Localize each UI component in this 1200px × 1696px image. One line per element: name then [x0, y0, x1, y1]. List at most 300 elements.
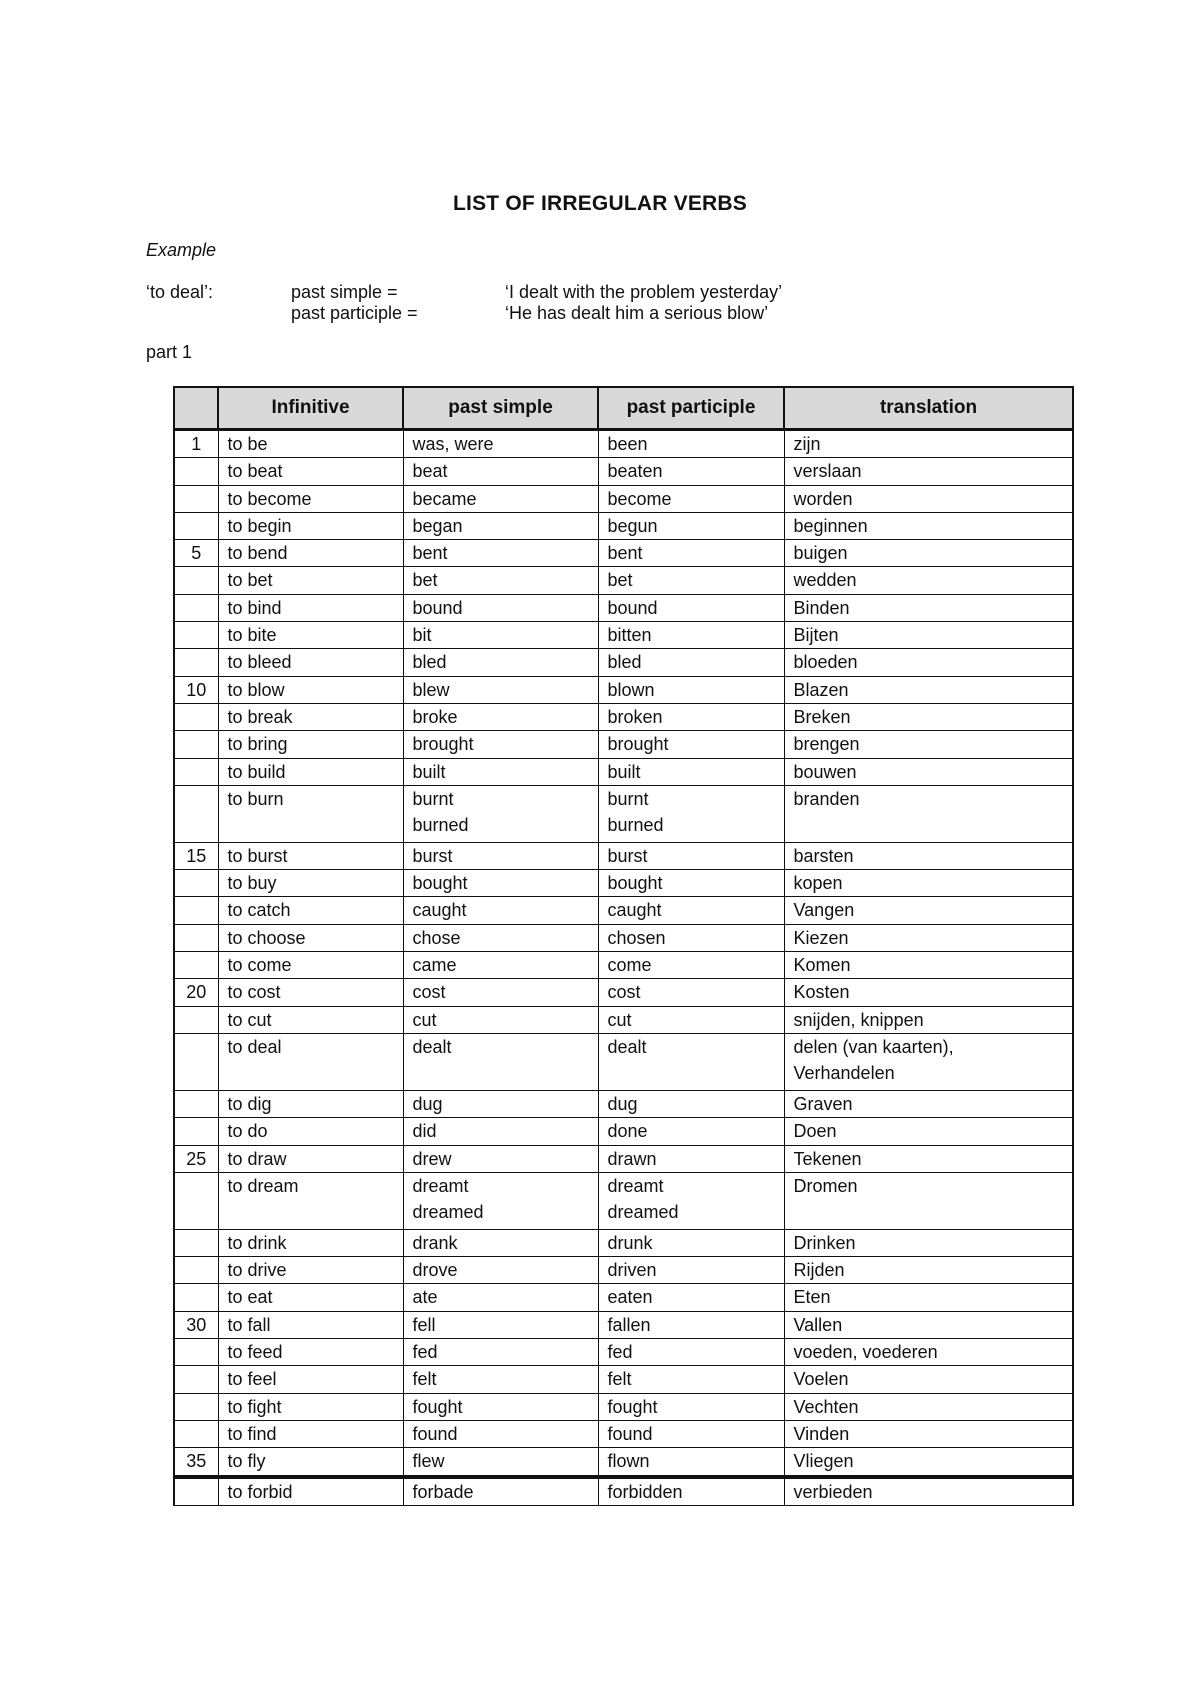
past-simple-cell — [403, 924, 598, 951]
translation-cell — [784, 649, 1073, 676]
past-participle-line: dealt — [607, 1036, 647, 1057]
table-row — [174, 1477, 1073, 1506]
table-row — [174, 897, 1073, 924]
part-label: part 1 — [146, 342, 193, 362]
past-participle-cell — [598, 1393, 784, 1420]
header-past-simple: past simple — [403, 387, 598, 430]
translation-cell — [784, 1229, 1073, 1256]
translation-line: Voelen — [793, 1369, 849, 1390]
past-simple-cell — [403, 485, 598, 512]
past-participle-line: felt — [607, 1369, 632, 1390]
translation-cell — [784, 1118, 1073, 1145]
table-row — [174, 1006, 1073, 1033]
past-simple-line: cost — [412, 982, 446, 1003]
table-row — [174, 1118, 1073, 1145]
row-number: 30 — [174, 1311, 218, 1338]
past-simple-cell — [403, 731, 598, 758]
row-number — [174, 758, 218, 785]
past-participle-line: dreamed — [607, 1201, 679, 1222]
past-participle-cell — [598, 458, 784, 485]
past-simple-line: broke — [412, 706, 458, 727]
translation-cell — [784, 1339, 1073, 1366]
table-row — [174, 622, 1073, 649]
past-simple-cell — [403, 430, 598, 458]
infinitive-cell: to break — [218, 703, 403, 730]
past-simple-line: drew — [412, 1148, 452, 1169]
past-simple-cell — [403, 703, 598, 730]
translation-cell — [784, 567, 1073, 594]
past-simple-line: caught — [412, 900, 467, 921]
row-number — [174, 897, 218, 924]
row-number: 35 — [174, 1448, 218, 1477]
table-row — [174, 1420, 1073, 1447]
past-simple-line: burned — [412, 814, 469, 835]
translation-line: wedden — [793, 570, 857, 591]
table-row — [174, 649, 1073, 676]
past-participle-line: eaten — [607, 1287, 653, 1308]
table-row — [174, 842, 1073, 869]
past-participle-line: built — [607, 761, 641, 782]
row-number — [174, 1006, 218, 1033]
past-participle-cell — [598, 1172, 784, 1229]
row-number: 5 — [174, 540, 218, 567]
past-simple-line: flew — [412, 1451, 445, 1472]
past-simple-line: did — [412, 1121, 437, 1142]
past-simple-cell — [403, 1339, 598, 1366]
past-participle-line: fought — [607, 1396, 658, 1417]
translation-cell — [784, 1006, 1073, 1033]
past-participle-line: burnt — [607, 788, 649, 809]
row-number: 20 — [174, 979, 218, 1006]
past-simple-cell — [403, 458, 598, 485]
row-number — [174, 1118, 218, 1145]
translation-line: Vangen — [793, 900, 855, 921]
row-number — [174, 703, 218, 730]
past-participle-line: come — [607, 955, 652, 976]
row-number — [174, 1172, 218, 1229]
row-number — [174, 731, 218, 758]
past-simple-line: chose — [412, 927, 461, 948]
header-past-participle: past participle — [598, 387, 784, 430]
past-participle-line: bled — [607, 652, 642, 673]
past-participle-line: fed — [607, 1342, 633, 1363]
past-simple-cell — [403, 1477, 598, 1506]
translation-cell — [784, 485, 1073, 512]
table-body — [174, 430, 1073, 1506]
past-participle-line: forbidden — [607, 1481, 683, 1502]
past-simple-line: dreamt — [412, 1175, 469, 1196]
translation-line: Verhandelen — [793, 1062, 895, 1083]
infinitive-cell: to draw — [218, 1145, 403, 1172]
past-participle-line: bought — [607, 873, 663, 894]
infinitive-cell: to bleed — [218, 649, 403, 676]
infinitive-cell: to fall — [218, 1311, 403, 1338]
row-number — [174, 512, 218, 539]
translation-cell — [784, 703, 1073, 730]
past-simple-line: beat — [412, 461, 448, 482]
infinitive-cell: to bring — [218, 731, 403, 758]
past-participle-cell — [598, 1366, 784, 1393]
infinitive-cell: to drive — [218, 1257, 403, 1284]
past-participle-line: chosen — [607, 927, 666, 948]
infinitive-cell: to forbid — [218, 1477, 403, 1506]
past-participle-line: done — [607, 1121, 648, 1142]
row-number — [174, 458, 218, 485]
past-participle-line: broken — [607, 706, 663, 727]
past-simple-line: built — [412, 761, 446, 782]
past-simple-cell — [403, 512, 598, 539]
past-simple-line: began — [412, 515, 463, 536]
table-row — [174, 1172, 1073, 1229]
infinitive-cell: to choose — [218, 924, 403, 951]
past-participle-cell — [598, 567, 784, 594]
example-participle-sentence: ‘He has dealt him a serious blow’ — [505, 303, 769, 323]
infinitive-cell: to beat — [218, 458, 403, 485]
row-number — [174, 1284, 218, 1311]
translation-line: Bijten — [793, 625, 839, 646]
past-simple-cell — [403, 1229, 598, 1256]
past-simple-cell — [403, 897, 598, 924]
past-participle-cell — [598, 842, 784, 869]
past-simple-line: fell — [412, 1314, 436, 1335]
row-number — [174, 485, 218, 512]
past-simple-line: bought — [412, 873, 468, 894]
past-simple-line: bet — [412, 570, 438, 591]
header-translation: translation — [784, 387, 1073, 430]
page-title: LIST OF IRREGULAR VERBS — [453, 192, 747, 215]
infinitive-cell: to blow — [218, 676, 403, 703]
past-participle-line: brought — [607, 734, 669, 755]
past-simple-cell — [403, 758, 598, 785]
past-participle-cell — [598, 979, 784, 1006]
translation-line: verslaan — [793, 461, 862, 482]
past-participle-cell — [598, 731, 784, 758]
past-participle-line: cut — [607, 1009, 632, 1030]
translation-cell — [784, 1090, 1073, 1117]
past-participle-line: driven — [607, 1260, 657, 1281]
translation-cell — [784, 758, 1073, 785]
infinitive-cell: to fight — [218, 1393, 403, 1420]
translation-line: Blazen — [793, 679, 849, 700]
row-number: 1 — [174, 430, 218, 458]
past-simple-cell — [403, 540, 598, 567]
past-participle-cell — [598, 594, 784, 621]
past-simple-cell — [403, 1145, 598, 1172]
infinitive-cell: to bind — [218, 594, 403, 621]
table-row — [174, 924, 1073, 951]
past-simple-cell — [403, 870, 598, 897]
row-number — [174, 1393, 218, 1420]
translation-line: zijn — [793, 434, 821, 454]
translation-line: Rijden — [793, 1260, 845, 1281]
past-simple-cell — [403, 622, 598, 649]
past-simple-line: fought — [412, 1396, 463, 1417]
translation-line: worden — [793, 488, 853, 509]
translation-cell — [784, 897, 1073, 924]
translation-line: bouwen — [793, 761, 857, 782]
past-simple-line: was, were — [412, 434, 494, 454]
table-row — [174, 458, 1073, 485]
past-participle-cell — [598, 540, 784, 567]
translation-line: Vechten — [793, 1396, 859, 1417]
translation-cell — [784, 1284, 1073, 1311]
past-simple-cell — [403, 952, 598, 979]
past-participle-line: fallen — [607, 1314, 651, 1335]
row-number — [174, 1090, 218, 1117]
translation-line: verbieden — [793, 1481, 873, 1502]
translation-cell — [784, 1420, 1073, 1447]
past-participle-line: dreamt — [607, 1175, 664, 1196]
translation-line: barsten — [793, 845, 854, 866]
translation-cell — [784, 512, 1073, 539]
past-simple-cell — [403, 1006, 598, 1033]
past-simple-cell — [403, 594, 598, 621]
infinitive-cell: to cut — [218, 1006, 403, 1033]
past-simple-line: bent — [412, 543, 448, 564]
past-simple-line: became — [412, 488, 477, 509]
table-row — [174, 1311, 1073, 1338]
past-simple-line: dug — [412, 1093, 443, 1114]
translation-cell — [784, 540, 1073, 567]
past-simple-cell — [403, 1420, 598, 1447]
infinitive-cell: to feel — [218, 1366, 403, 1393]
past-participle-cell — [598, 1145, 784, 1172]
irregular-verbs-table — [173, 386, 1074, 1506]
past-participle-cell — [598, 924, 784, 951]
past-simple-cell — [403, 1090, 598, 1117]
table-header-row — [174, 387, 1073, 430]
translation-cell — [784, 676, 1073, 703]
table-row — [174, 785, 1073, 842]
table-row — [174, 979, 1073, 1006]
translation-cell — [784, 1448, 1073, 1477]
table-row — [174, 703, 1073, 730]
past-simple-cell — [403, 1366, 598, 1393]
past-simple-cell — [403, 1172, 598, 1229]
past-participle-cell — [598, 649, 784, 676]
past-simple-cell — [403, 1311, 598, 1338]
past-simple-line: drank — [412, 1232, 458, 1253]
past-simple-line: bled — [412, 652, 447, 673]
past-participle-cell — [598, 758, 784, 785]
infinitive-cell: to dig — [218, 1090, 403, 1117]
past-participle-cell — [598, 512, 784, 539]
past-participle-cell — [598, 1090, 784, 1117]
translation-cell — [784, 979, 1073, 1006]
translation-line: branden — [793, 788, 860, 809]
table-row — [174, 1033, 1073, 1090]
past-participle-line: beaten — [607, 461, 663, 482]
infinitive-cell: to become — [218, 485, 403, 512]
translation-line: Komen — [793, 955, 851, 976]
past-simple-line: burst — [412, 845, 453, 866]
table-row — [174, 731, 1073, 758]
past-simple-cell — [403, 567, 598, 594]
past-participle-cell — [598, 430, 784, 458]
past-participle-cell — [598, 1006, 784, 1033]
past-participle-cell — [598, 1420, 784, 1447]
translation-line: Binden — [793, 597, 850, 618]
past-participle-line: begun — [607, 515, 658, 536]
past-simple-cell — [403, 1448, 598, 1477]
row-number: 15 — [174, 842, 218, 869]
past-participle-line: bitten — [607, 625, 652, 646]
past-participle-line: bet — [607, 570, 633, 591]
past-participle-line: been — [607, 434, 648, 454]
translation-line: Kosten — [793, 982, 850, 1003]
past-simple-line: dealt — [412, 1036, 452, 1057]
table-row — [174, 1257, 1073, 1284]
translation-cell — [784, 1477, 1073, 1506]
example-simple-sentence: ‘I dealt with the problem yesterday’ — [505, 282, 783, 302]
past-simple-line: cut — [412, 1009, 437, 1030]
table-row — [174, 676, 1073, 703]
table-row — [174, 1448, 1073, 1477]
infinitive-cell: to begin — [218, 512, 403, 539]
past-participle-line: dug — [607, 1093, 638, 1114]
infinitive-cell: to catch — [218, 897, 403, 924]
row-number — [174, 1033, 218, 1090]
translation-cell — [784, 924, 1073, 951]
past-participle-cell — [598, 1448, 784, 1477]
past-participle-cell — [598, 622, 784, 649]
infinitive-cell: to burn — [218, 785, 403, 842]
table-row — [174, 870, 1073, 897]
past-participle-line: bound — [607, 597, 658, 618]
translation-cell — [784, 842, 1073, 869]
translation-cell — [784, 622, 1073, 649]
table-row — [174, 512, 1073, 539]
row-number — [174, 785, 218, 842]
past-participle-line: found — [607, 1423, 653, 1444]
past-simple-cell — [403, 649, 598, 676]
translation-cell — [784, 430, 1073, 458]
translation-line: bloeden — [793, 652, 858, 673]
row-number: 25 — [174, 1145, 218, 1172]
translation-cell — [784, 785, 1073, 842]
past-simple-cell — [403, 1257, 598, 1284]
past-participle-cell — [598, 703, 784, 730]
table-row — [174, 1229, 1073, 1256]
table-row — [174, 1284, 1073, 1311]
table-row — [174, 758, 1073, 785]
table-row — [174, 430, 1073, 458]
translation-line: Vallen — [793, 1314, 843, 1335]
row-number — [174, 870, 218, 897]
past-simple-cell — [403, 1118, 598, 1145]
header-number — [174, 387, 218, 430]
infinitive-cell: to buy — [218, 870, 403, 897]
past-participle-cell — [598, 485, 784, 512]
translation-line: Drinken — [793, 1232, 856, 1253]
past-participle-line: flown — [607, 1451, 650, 1472]
infinitive-cell: to drink — [218, 1229, 403, 1256]
past-participle-cell — [598, 785, 784, 842]
translation-line: Doen — [793, 1121, 837, 1142]
table-row — [174, 594, 1073, 621]
past-participle-line: burst — [607, 845, 648, 866]
example-label: Example — [146, 240, 217, 260]
infinitive-cell: to bite — [218, 622, 403, 649]
example-simple-label: past simple = — [291, 282, 398, 302]
translation-cell — [784, 1145, 1073, 1172]
past-simple-line: bit — [412, 625, 432, 646]
table-row — [174, 1393, 1073, 1420]
row-number — [174, 952, 218, 979]
translation-cell — [784, 1257, 1073, 1284]
infinitive-cell: to dream — [218, 1172, 403, 1229]
infinitive-cell: to feed — [218, 1339, 403, 1366]
past-participle-cell — [598, 1229, 784, 1256]
translation-line: Graven — [793, 1093, 853, 1114]
translation-line: snijden, knippen — [793, 1009, 924, 1030]
translation-cell — [784, 1366, 1073, 1393]
past-participle-cell — [598, 870, 784, 897]
past-participle-line: become — [607, 488, 672, 509]
past-participle-line: drawn — [607, 1148, 657, 1169]
past-simple-line: felt — [412, 1369, 437, 1390]
translation-line: kopen — [793, 873, 843, 894]
table-row — [174, 540, 1073, 567]
past-simple-line: came — [412, 955, 457, 976]
past-simple-line: forbade — [412, 1481, 474, 1502]
infinitive-cell: to build — [218, 758, 403, 785]
past-participle-cell — [598, 1118, 784, 1145]
infinitive-cell: to bet — [218, 567, 403, 594]
past-participle-cell — [598, 676, 784, 703]
past-participle-cell — [598, 1477, 784, 1506]
infinitive-cell: to cost — [218, 979, 403, 1006]
past-participle-line: burned — [607, 814, 664, 835]
past-participle-line: cost — [607, 982, 641, 1003]
infinitive-cell: to find — [218, 1420, 403, 1447]
past-simple-cell — [403, 979, 598, 1006]
translation-cell — [784, 870, 1073, 897]
row-number — [174, 567, 218, 594]
infinitive-cell: to deal — [218, 1033, 403, 1090]
past-simple-cell — [403, 1033, 598, 1090]
past-participle-cell — [598, 1257, 784, 1284]
row-number — [174, 1339, 218, 1366]
table-row — [174, 1366, 1073, 1393]
past-simple-cell — [403, 842, 598, 869]
translation-line: delen (van kaarten), — [793, 1036, 954, 1057]
past-simple-cell — [403, 1284, 598, 1311]
past-participle-cell — [598, 1311, 784, 1338]
translation-line: brengen — [793, 734, 860, 755]
past-simple-cell — [403, 676, 598, 703]
past-simple-line: dreamed — [412, 1201, 484, 1222]
example-participle-label: past participle = — [291, 303, 418, 323]
row-number — [174, 1366, 218, 1393]
translation-line: beginnen — [793, 515, 868, 536]
past-participle-line: blown — [607, 679, 655, 700]
past-simple-line: drove — [412, 1260, 458, 1281]
table-row — [174, 1090, 1073, 1117]
infinitive-cell: to do — [218, 1118, 403, 1145]
past-simple-cell — [403, 785, 598, 842]
past-participle-cell — [598, 897, 784, 924]
row-number — [174, 924, 218, 951]
table-row — [174, 485, 1073, 512]
header-infinitive: Infinitive — [218, 387, 403, 430]
table-row — [174, 952, 1073, 979]
past-participle-line: bent — [607, 543, 643, 564]
past-simple-cell — [403, 1393, 598, 1420]
translation-line: Dromen — [793, 1175, 858, 1196]
row-number — [174, 649, 218, 676]
past-participle-line: drunk — [607, 1232, 653, 1253]
